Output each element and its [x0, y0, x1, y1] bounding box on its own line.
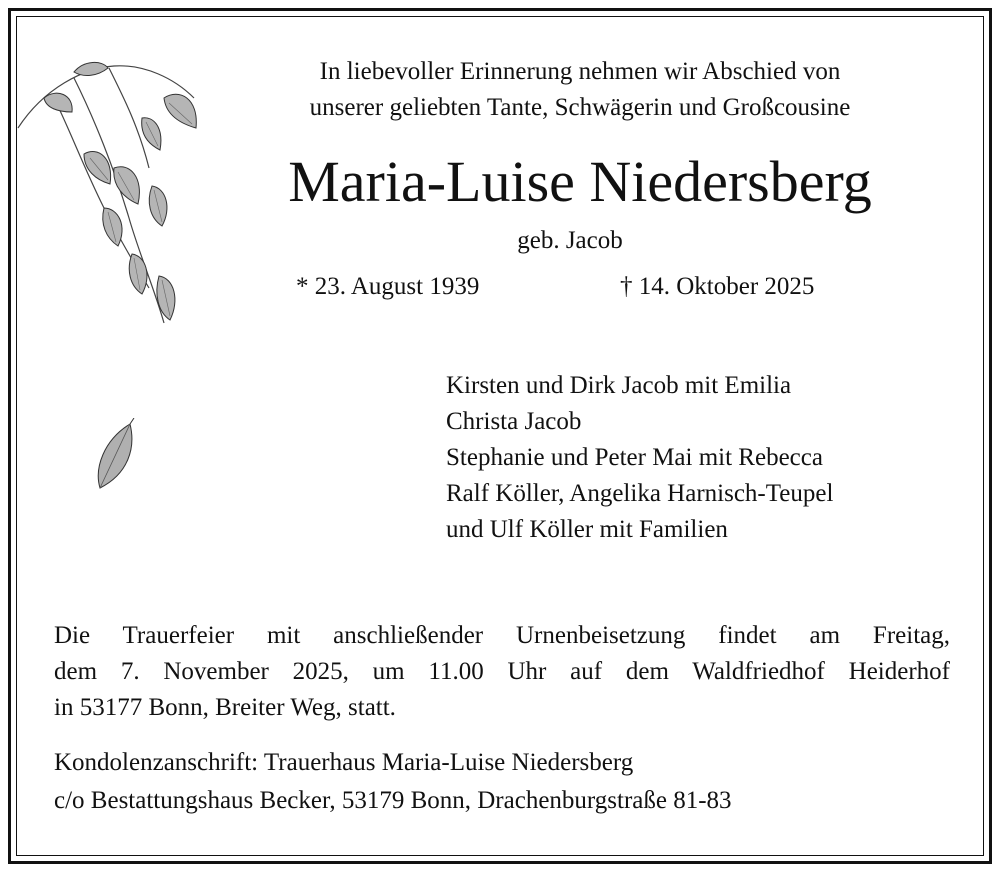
mourner-entry: Kirsten und Dirk Jacob mit Emilia: [446, 372, 792, 399]
deceased-name: Maria-Luise Niedersberg: [288, 149, 872, 214]
ceremony-line: dem 7. November 2025, um 11.00 Uhr auf dem Waldfriedhof Heiderhof: [54, 658, 950, 685]
mourner-entry: Stephanie und Peter Mai mit Rebecca: [446, 444, 823, 471]
birth-date: * 23. August 1939: [296, 273, 480, 300]
falling-leaf-icon: [90, 418, 140, 490]
intro-line: unserer geliebten Tante, Schwägerin und Großcousine: [309, 94, 851, 121]
ceremony-line: in 53177 Bonn, Breiter Weg, statt.: [54, 694, 396, 721]
condolence-address: [54, 744, 950, 820]
condolence-line: Kondolenzanschrift: Trauerhaus Maria-Luise Niedersberg: [54, 749, 634, 776]
death-date: † 14. Oktober 2025: [620, 273, 815, 300]
mourner-entry: Christa Jacob: [446, 408, 582, 435]
condolence-line: c/o Bestattungshaus Becker, 53179 Bonn, Drachenburgstraße 81-83: [54, 787, 732, 814]
ceremony-paragraph: [54, 618, 950, 726]
maiden-name: geb. Jacob: [517, 227, 623, 254]
intro-line: In liebevoller Erinnerung nehmen wir Abschied von: [319, 58, 841, 85]
mourner-entry: Ralf Köller, Angelika Harnisch-Teupel: [446, 480, 834, 507]
birch-branch-icon: [14, 58, 214, 338]
mourner-entry: und Ulf Köller mit Familien: [446, 516, 728, 543]
intro-text: [240, 54, 920, 126]
mourners-list: [446, 368, 966, 548]
ceremony-line: Die Trauerfeier mit anschließender Urnenbeisetzung findet am Freitag,: [54, 622, 950, 649]
